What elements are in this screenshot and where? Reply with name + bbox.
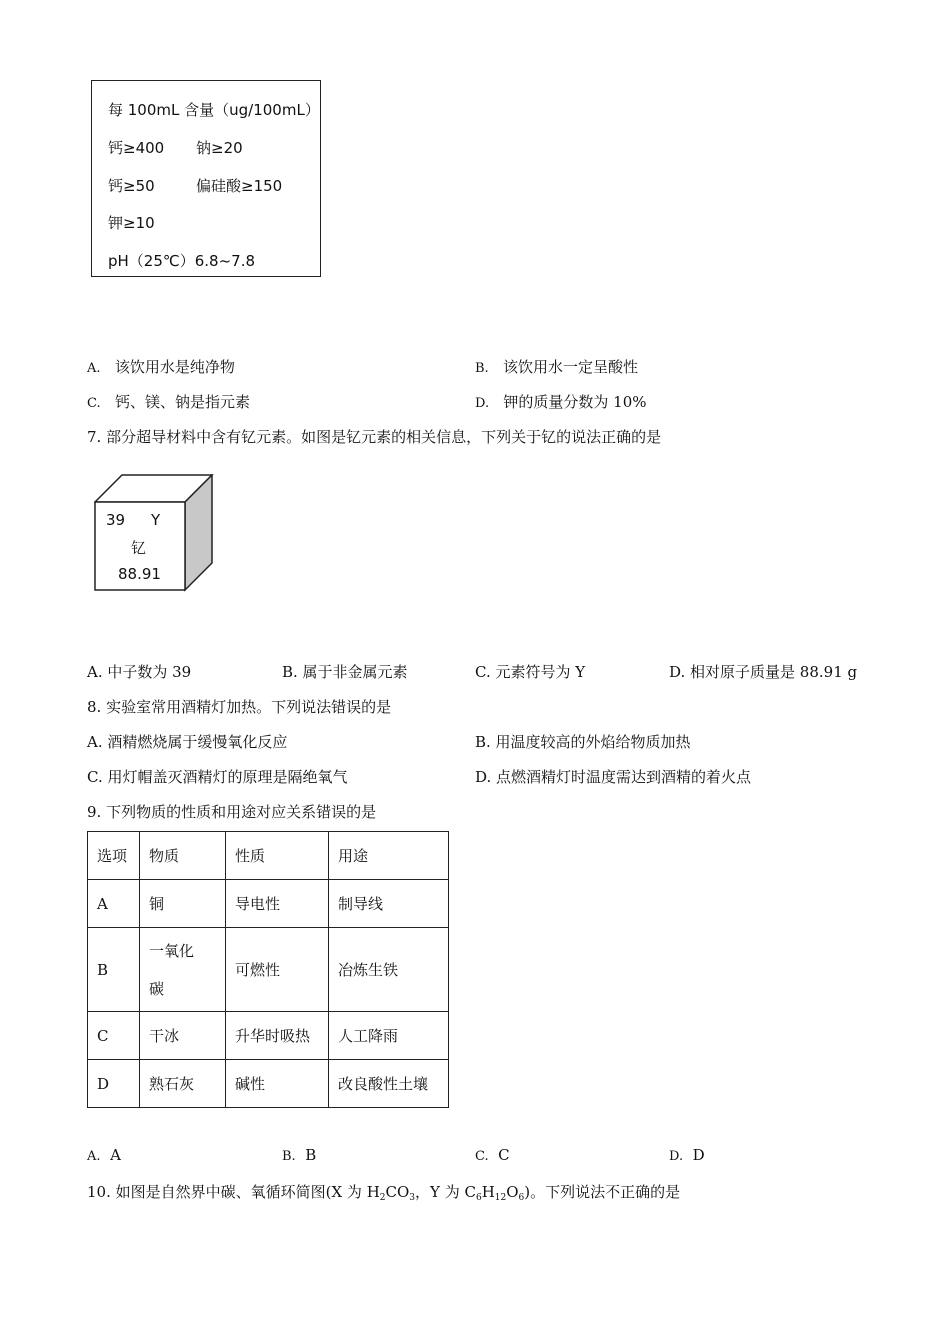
table-cell: 升华时吸热 <box>226 1012 329 1060</box>
q7-option-a: A. 中子数为 39 <box>87 663 192 681</box>
option-text: 钾的质量分数为 10% <box>503 393 647 411</box>
table-cell: 导电性 <box>226 880 329 928</box>
subscript: 2 <box>379 1193 386 1203</box>
q6-option-b <box>475 356 638 377</box>
q8-option-b: B. 用温度较高的外焰给物质加热 <box>475 733 691 751</box>
header-cell: 选项 <box>88 832 140 880</box>
atomic-mass: 88.91 <box>118 565 161 583</box>
option-text: B <box>305 1146 317 1164</box>
element-name: 钇 <box>131 539 147 557</box>
table-cell: B <box>88 928 140 1012</box>
option-letter: D. <box>669 1149 684 1164</box>
stem-text: H <box>481 1183 495 1201</box>
table-row <box>88 1012 449 1060</box>
table-row <box>88 1060 449 1108</box>
option-letter: C. <box>87 396 101 411</box>
subscript: 3 <box>409 1193 416 1203</box>
atomic-number: 39 <box>106 511 126 529</box>
table-cell: 铜 <box>140 880 226 928</box>
cell-line: 碳 <box>149 979 165 998</box>
option-text: A <box>110 1146 121 1164</box>
table-cell: C <box>88 1012 140 1060</box>
option-letter: D. <box>475 396 490 411</box>
table-cell <box>140 928 226 1012</box>
q9-option-b <box>282 1146 316 1164</box>
q10-stem <box>87 1181 680 1202</box>
q9-option-c <box>475 1146 510 1164</box>
label-calcium-1: 钙≥400 <box>108 139 165 157</box>
option-letter: A. <box>87 361 101 376</box>
label-calcium-2: 钙≥50 <box>108 177 155 195</box>
table-cell: 碱性 <box>226 1060 329 1108</box>
property-use-table <box>87 831 449 1108</box>
subscript: 6 <box>475 1193 482 1203</box>
element-cube <box>94 474 214 594</box>
q8-option-a: A. 酒精燃烧属于缓慢氧化反应 <box>87 733 288 751</box>
q9-option-a <box>87 1146 121 1164</box>
q7-option-b: B. 属于非金属元素 <box>282 663 408 681</box>
option-text: 该饮用水是纯净物 <box>114 358 235 376</box>
label-potassium: 钾≥10 <box>108 214 155 232</box>
table-header-row <box>88 832 449 880</box>
header-cell: 用途 <box>329 832 449 880</box>
option-letter: B. <box>475 361 489 376</box>
option-letter: B. <box>282 1149 296 1164</box>
q7-option-c: C. 元素符号为 Y <box>475 663 586 681</box>
table-cell: A <box>88 880 140 928</box>
label-ph: pH（25℃）6.8~7.8 <box>108 252 256 270</box>
cell-line: 一氧化 <box>149 941 195 960</box>
option-text: 钙、镁、钠是指元素 <box>114 393 250 411</box>
table-cell: 干冰 <box>140 1012 226 1060</box>
table-cell: 改良酸性土壤 <box>329 1060 449 1108</box>
option-text: 该饮用水一定呈酸性 <box>503 358 639 376</box>
stem-text: CO <box>385 1183 410 1201</box>
header-cell: 性质 <box>226 832 329 880</box>
subscript: 6 <box>518 1193 525 1203</box>
table-cell: 可燃性 <box>226 928 329 1012</box>
q8-option-d: D. 点燃酒精灯时温度需达到酒精的着火点 <box>475 768 752 786</box>
q6-option-c <box>87 391 250 412</box>
q8-stem: 8. 实验室常用酒精灯加热。下列说法错误的是 <box>87 698 392 716</box>
table-cell: 熟石灰 <box>140 1060 226 1108</box>
table-cell: 人工降雨 <box>329 1012 449 1060</box>
q9-stem: 9. 下列物质的性质和用途对应关系错误的是 <box>87 803 377 821</box>
label-sodium: 钠≥20 <box>196 139 243 157</box>
table-cell: 冶炼生铁 <box>329 928 449 1012</box>
table-row <box>88 880 449 928</box>
q6-option-d <box>475 391 647 412</box>
table-row <box>88 928 449 1012</box>
option-text: C <box>498 1146 510 1164</box>
stem-text: O <box>506 1183 519 1201</box>
q7-option-d: D. 相对原子质量是 88.91 g <box>669 663 858 681</box>
stem-text: 10. 如图是自然界中碳、氧循环简图(X 为 H <box>87 1183 380 1201</box>
option-letter: A. <box>87 1149 101 1164</box>
stem-text: )。下列说法不正确的是 <box>524 1183 681 1201</box>
option-text: D <box>692 1146 705 1164</box>
label-metasilicic-acid: 偏硅酸≥150 <box>196 177 283 195</box>
table-cell: D <box>88 1060 140 1108</box>
subscript: 12 <box>494 1193 507 1203</box>
q9-option-d <box>669 1146 705 1164</box>
element-symbol: Y <box>151 511 161 529</box>
label-title: 每 100mL 含量（ug/100mL） <box>108 101 320 119</box>
q6-option-a <box>87 356 235 377</box>
header-cell: 物质 <box>140 832 226 880</box>
q7-stem: 7. 部分超导材料中含有钇元素。如图是钇元素的相关信息，下列关于钇的说法正确的是 <box>87 428 662 446</box>
stem-text: ，Y 为 C <box>415 1183 476 1201</box>
option-letter: C. <box>475 1149 489 1164</box>
table-cell: 制导线 <box>329 880 449 928</box>
nutrition-label-box <box>91 80 321 277</box>
q8-option-c: C. 用灯帽盖灭酒精灯的原理是隔绝氧气 <box>87 768 348 786</box>
